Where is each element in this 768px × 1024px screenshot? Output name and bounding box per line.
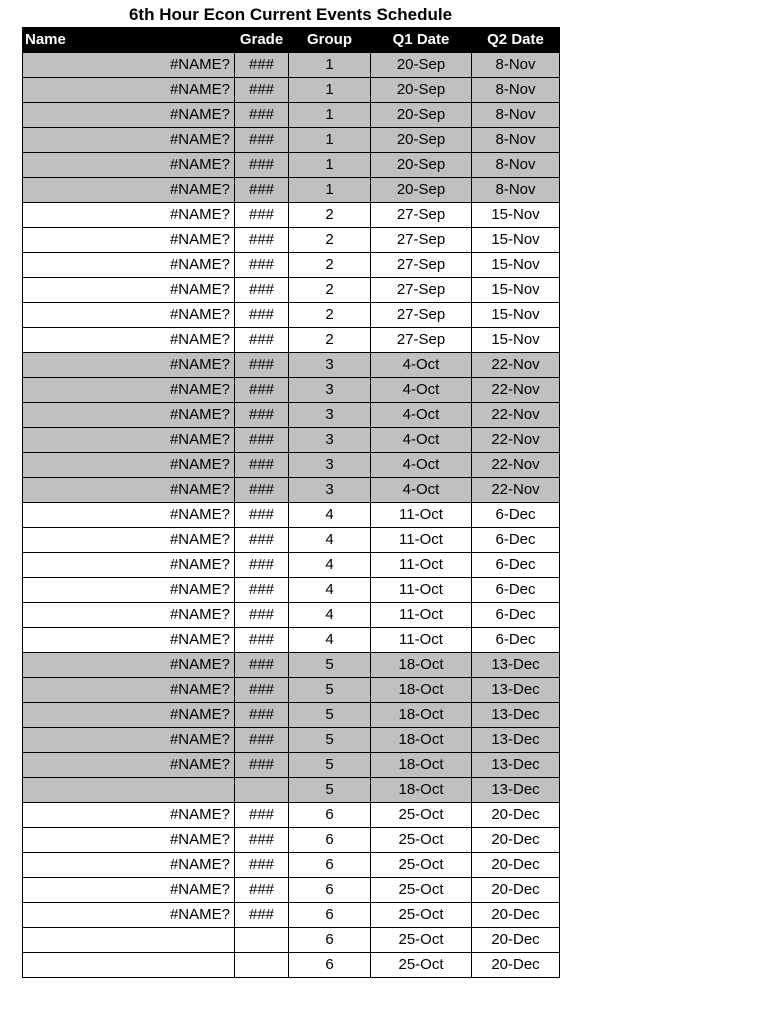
table-row (23, 278, 560, 303)
table-row (23, 553, 560, 578)
cell-q2-date[interactable]: 8-Nov (472, 103, 560, 128)
header-q2-date[interactable]: Q2 Date (472, 28, 560, 53)
cell-q2-date[interactable]: 8-Nov (472, 78, 560, 103)
cell-name[interactable]: #NAME? (23, 453, 235, 478)
cell-q1-date[interactable]: 20-Sep (371, 103, 472, 128)
cell-group[interactable]: 2 (289, 328, 371, 353)
table-row (23, 928, 560, 953)
cell-group[interactable]: 4 (289, 628, 371, 653)
cell-group[interactable]: 2 (289, 278, 371, 303)
cell-name[interactable]: #NAME? (23, 678, 235, 703)
cell-group[interactable]: 2 (289, 203, 371, 228)
cell-q2-date[interactable]: 6-Dec (472, 528, 560, 553)
cell-name[interactable]: #NAME? (23, 828, 235, 853)
cell-group[interactable]: 1 (289, 103, 371, 128)
cell-group[interactable]: 2 (289, 228, 371, 253)
cell-grade[interactable]: ### (235, 228, 289, 253)
cell-q2-date[interactable]: 8-Nov (472, 53, 560, 78)
cell-q1-date[interactable]: 27-Sep (371, 203, 472, 228)
cell-q1-date[interactable]: 11-Oct (371, 528, 472, 553)
cell-grade[interactable] (235, 928, 289, 953)
cell-q2-date[interactable]: 22-Nov (472, 403, 560, 428)
cell-grade[interactable]: ### (235, 878, 289, 903)
spreadsheet-page (22, 2, 559, 978)
cell-name[interactable]: #NAME? (23, 178, 235, 203)
cell-q1-date[interactable]: 18-Oct (371, 778, 472, 803)
cell-grade[interactable]: ### (235, 178, 289, 203)
cell-q1-date[interactable]: 18-Oct (371, 728, 472, 753)
cell-name[interactable]: #NAME? (23, 53, 235, 78)
cell-q1-date[interactable]: 20-Sep (371, 53, 472, 78)
cell-q2-date[interactable]: 20-Dec (472, 903, 560, 928)
cell-name[interactable] (23, 778, 235, 803)
cell-q1-date[interactable]: 4-Oct (371, 428, 472, 453)
cell-grade[interactable]: ### (235, 278, 289, 303)
cell-q1-date[interactable]: 25-Oct (371, 953, 472, 978)
sheet-title: 6th Hour Econ Current Events Schedule (128, 5, 453, 24)
cell-q1-date[interactable]: 18-Oct (371, 703, 472, 728)
cell-q2-date[interactable]: 6-Dec (472, 503, 560, 528)
cell-name[interactable]: #NAME? (23, 728, 235, 753)
table-row (23, 328, 560, 353)
table-row (23, 953, 560, 978)
table-row (23, 228, 560, 253)
cell-name[interactable]: #NAME? (23, 378, 235, 403)
cell-group[interactable]: 4 (289, 503, 371, 528)
table-row (23, 603, 560, 628)
cell-q1-date[interactable]: 27-Sep (371, 328, 472, 353)
cell-q1-date[interactable]: 18-Oct (371, 653, 472, 678)
cell-grade[interactable]: ### (235, 578, 289, 603)
cell-grade[interactable]: ### (235, 803, 289, 828)
cell-grade[interactable]: ### (235, 78, 289, 103)
table-row (23, 203, 560, 228)
cell-q2-date[interactable]: 20-Dec (472, 803, 560, 828)
table-row (23, 153, 560, 178)
cell-group[interactable]: 3 (289, 403, 371, 428)
cell-name[interactable]: #NAME? (23, 278, 235, 303)
cell-group[interactable]: 6 (289, 803, 371, 828)
cell-grade[interactable]: ### (235, 328, 289, 353)
cell-q1-date[interactable]: 25-Oct (371, 878, 472, 903)
cell-q2-date[interactable]: 20-Dec (472, 853, 560, 878)
cell-q1-date[interactable]: 11-Oct (371, 503, 472, 528)
cell-name[interactable]: #NAME? (23, 603, 235, 628)
cell-name[interactable]: #NAME? (23, 78, 235, 103)
cell-q1-date[interactable]: 25-Oct (371, 903, 472, 928)
table-row (23, 128, 560, 153)
cell-name[interactable] (23, 953, 235, 978)
cell-q1-date[interactable]: 11-Oct (371, 603, 472, 628)
cell-grade[interactable]: ### (235, 303, 289, 328)
cell-group[interactable]: 3 (289, 378, 371, 403)
cell-group[interactable]: 6 (289, 928, 371, 953)
table-row (23, 453, 560, 478)
cell-group[interactable]: 4 (289, 553, 371, 578)
table-row (23, 253, 560, 278)
cell-name[interactable]: #NAME? (23, 578, 235, 603)
cell-grade[interactable]: ### (235, 853, 289, 878)
cell-q1-date[interactable]: 25-Oct (371, 803, 472, 828)
header-row (23, 28, 560, 53)
table-row (23, 728, 560, 753)
cell-q2-date[interactable]: 13-Dec (472, 728, 560, 753)
header-name[interactable]: Name (23, 28, 235, 53)
cell-q2-date[interactable]: 13-Dec (472, 778, 560, 803)
cell-grade[interactable]: ### (235, 428, 289, 453)
cell-name[interactable] (23, 928, 235, 953)
table-row (23, 628, 560, 653)
cell-q2-date[interactable]: 22-Nov (472, 478, 560, 503)
cell-q2-date[interactable]: 15-Nov (472, 203, 560, 228)
cell-q1-date[interactable]: 4-Oct (371, 453, 472, 478)
cell-q2-date[interactable]: 6-Dec (472, 578, 560, 603)
table-row (23, 853, 560, 878)
table-row (23, 753, 560, 778)
cell-name[interactable]: #NAME? (23, 903, 235, 928)
cell-grade[interactable]: ### (235, 353, 289, 378)
cell-grade[interactable]: ### (235, 603, 289, 628)
cell-q2-date[interactable]: 13-Dec (472, 703, 560, 728)
cell-group[interactable]: 2 (289, 303, 371, 328)
cell-group[interactable]: 1 (289, 128, 371, 153)
table-row (23, 828, 560, 853)
cell-group[interactable]: 5 (289, 728, 371, 753)
cell-name[interactable]: #NAME? (23, 103, 235, 128)
cell-q2-date[interactable]: 13-Dec (472, 753, 560, 778)
table-row (23, 578, 560, 603)
cell-grade[interactable]: ### (235, 253, 289, 278)
cell-name[interactable]: #NAME? (23, 303, 235, 328)
cell-name[interactable]: #NAME? (23, 528, 235, 553)
cell-name[interactable]: #NAME? (23, 203, 235, 228)
cell-q2-date[interactable]: 8-Nov (472, 128, 560, 153)
table-row (23, 778, 560, 803)
cell-name[interactable]: #NAME? (23, 478, 235, 503)
cell-group[interactable]: 4 (289, 578, 371, 603)
table-row (23, 403, 560, 428)
cell-group[interactable]: 3 (289, 353, 371, 378)
cell-name[interactable]: #NAME? (23, 228, 235, 253)
cell-grade[interactable]: ### (235, 153, 289, 178)
cell-q2-date[interactable]: 13-Dec (472, 653, 560, 678)
cell-q2-date[interactable]: 6-Dec (472, 603, 560, 628)
cell-grade[interactable]: ### (235, 403, 289, 428)
cell-q1-date[interactable]: 25-Oct (371, 928, 472, 953)
cell-name[interactable]: #NAME? (23, 403, 235, 428)
cell-group[interactable]: 1 (289, 53, 371, 78)
cell-grade[interactable]: ### (235, 553, 289, 578)
cell-q1-date[interactable]: 20-Sep (371, 153, 472, 178)
cell-grade[interactable]: ### (235, 903, 289, 928)
table-row (23, 103, 560, 128)
cell-q1-date[interactable]: 11-Oct (371, 553, 472, 578)
cell-name[interactable]: #NAME? (23, 253, 235, 278)
cell-name[interactable]: #NAME? (23, 878, 235, 903)
cell-grade[interactable]: ### (235, 728, 289, 753)
cell-grade[interactable]: ### (235, 528, 289, 553)
table-row (23, 353, 560, 378)
cell-grade[interactable]: ### (235, 53, 289, 78)
cell-group[interactable]: 6 (289, 878, 371, 903)
cell-name[interactable]: #NAME? (23, 628, 235, 653)
cell-group[interactable]: 3 (289, 478, 371, 503)
cell-q2-date[interactable]: 20-Dec (472, 928, 560, 953)
cell-grade[interactable]: ### (235, 378, 289, 403)
cell-q1-date[interactable]: 27-Sep (371, 278, 472, 303)
cell-grade[interactable]: ### (235, 628, 289, 653)
cell-group[interactable]: 6 (289, 853, 371, 878)
cell-grade[interactable]: ### (235, 653, 289, 678)
cell-q1-date[interactable]: 27-Sep (371, 253, 472, 278)
header-group[interactable]: Group (289, 28, 371, 53)
table-row (23, 478, 560, 503)
cell-q1-date[interactable]: 4-Oct (371, 353, 472, 378)
table-row (23, 803, 560, 828)
cell-group[interactable]: 4 (289, 603, 371, 628)
table-row (23, 378, 560, 403)
cell-q1-date[interactable]: 27-Sep (371, 228, 472, 253)
cell-name[interactable]: #NAME? (23, 553, 235, 578)
cell-q2-date[interactable]: 15-Nov (472, 328, 560, 353)
table-row (23, 503, 560, 528)
cell-q2-date[interactable]: 15-Nov (472, 253, 560, 278)
cell-grade[interactable]: ### (235, 478, 289, 503)
header-grade[interactable]: Grade (235, 28, 289, 53)
cell-q2-date[interactable]: 22-Nov (472, 353, 560, 378)
cell-q2-date[interactable]: 13-Dec (472, 678, 560, 703)
cell-q1-date[interactable]: 18-Oct (371, 678, 472, 703)
cell-group[interactable]: 4 (289, 528, 371, 553)
cell-name[interactable]: #NAME? (23, 128, 235, 153)
header-q1-date[interactable]: Q1 Date (371, 28, 472, 53)
cell-q1-date[interactable]: 20-Sep (371, 178, 472, 203)
cell-name[interactable]: #NAME? (23, 653, 235, 678)
cell-q2-date[interactable]: 22-Nov (472, 453, 560, 478)
table-body (23, 53, 560, 978)
cell-name[interactable]: #NAME? (23, 153, 235, 178)
cell-name[interactable]: #NAME? (23, 853, 235, 878)
cell-group[interactable]: 6 (289, 903, 371, 928)
cell-q1-date[interactable]: 25-Oct (371, 828, 472, 853)
cell-q2-date[interactable]: 22-Nov (472, 378, 560, 403)
cell-grade[interactable]: ### (235, 753, 289, 778)
table-row (23, 653, 560, 678)
cell-grade[interactable]: ### (235, 203, 289, 228)
cell-group[interactable]: 5 (289, 653, 371, 678)
cell-q1-date[interactable]: 11-Oct (371, 628, 472, 653)
cell-grade[interactable]: ### (235, 828, 289, 853)
cell-q1-date[interactable]: 25-Oct (371, 853, 472, 878)
cell-group[interactable]: 2 (289, 253, 371, 278)
cell-grade[interactable] (235, 778, 289, 803)
cell-grade[interactable]: ### (235, 128, 289, 153)
cell-grade[interactable]: ### (235, 703, 289, 728)
table-row (23, 703, 560, 728)
cell-group[interactable]: 3 (289, 428, 371, 453)
cell-q2-date[interactable]: 15-Nov (472, 303, 560, 328)
table-row (23, 428, 560, 453)
cell-group[interactable]: 1 (289, 153, 371, 178)
cell-group[interactable]: 5 (289, 678, 371, 703)
cell-q2-date[interactable]: 20-Dec (472, 878, 560, 903)
cell-group[interactable]: 5 (289, 753, 371, 778)
cell-name[interactable]: #NAME? (23, 703, 235, 728)
table-row (23, 528, 560, 553)
cell-group[interactable]: 6 (289, 828, 371, 853)
schedule-table (22, 27, 560, 978)
cell-q1-date[interactable]: 27-Sep (371, 303, 472, 328)
cell-name[interactable]: #NAME? (23, 753, 235, 778)
cell-grade[interactable]: ### (235, 678, 289, 703)
table-row (23, 78, 560, 103)
cell-q2-date[interactable]: 8-Nov (472, 153, 560, 178)
cell-grade[interactable]: ### (235, 103, 289, 128)
cell-q2-date[interactable]: 20-Dec (472, 828, 560, 853)
table-row (23, 878, 560, 903)
cell-name[interactable]: #NAME? (23, 503, 235, 528)
cell-group[interactable]: 5 (289, 703, 371, 728)
cell-q1-date[interactable]: 20-Sep (371, 128, 472, 153)
cell-group[interactable]: 5 (289, 778, 371, 803)
cell-grade[interactable]: ### (235, 453, 289, 478)
cell-name[interactable]: #NAME? (23, 803, 235, 828)
cell-grade[interactable] (235, 953, 289, 978)
cell-q1-date[interactable]: 11-Oct (371, 578, 472, 603)
cell-name[interactable]: #NAME? (23, 328, 235, 353)
cell-q2-date[interactable]: 22-Nov (472, 428, 560, 453)
cell-q1-date[interactable]: 18-Oct (371, 753, 472, 778)
table-row (23, 303, 560, 328)
cell-group[interactable]: 3 (289, 453, 371, 478)
cell-name[interactable]: #NAME? (23, 353, 235, 378)
cell-group[interactable]: 1 (289, 178, 371, 203)
table-row (23, 178, 560, 203)
cell-q1-date[interactable]: 4-Oct (371, 378, 472, 403)
cell-group[interactable]: 6 (289, 953, 371, 978)
cell-q2-date[interactable]: 8-Nov (472, 178, 560, 203)
cell-q1-date[interactable]: 20-Sep (371, 78, 472, 103)
cell-q2-date[interactable]: 6-Dec (472, 628, 560, 653)
cell-grade[interactable]: ### (235, 503, 289, 528)
cell-q2-date[interactable]: 20-Dec (472, 953, 560, 978)
table-row (23, 678, 560, 703)
cell-q1-date[interactable]: 4-Oct (371, 403, 472, 428)
table-row (23, 903, 560, 928)
cell-group[interactable]: 1 (289, 78, 371, 103)
cell-q2-date[interactable]: 6-Dec (472, 553, 560, 578)
cell-q2-date[interactable]: 15-Nov (472, 278, 560, 303)
cell-q1-date[interactable]: 4-Oct (371, 478, 472, 503)
cell-q2-date[interactable]: 15-Nov (472, 228, 560, 253)
cell-name[interactable]: #NAME? (23, 428, 235, 453)
table-row (23, 53, 560, 78)
